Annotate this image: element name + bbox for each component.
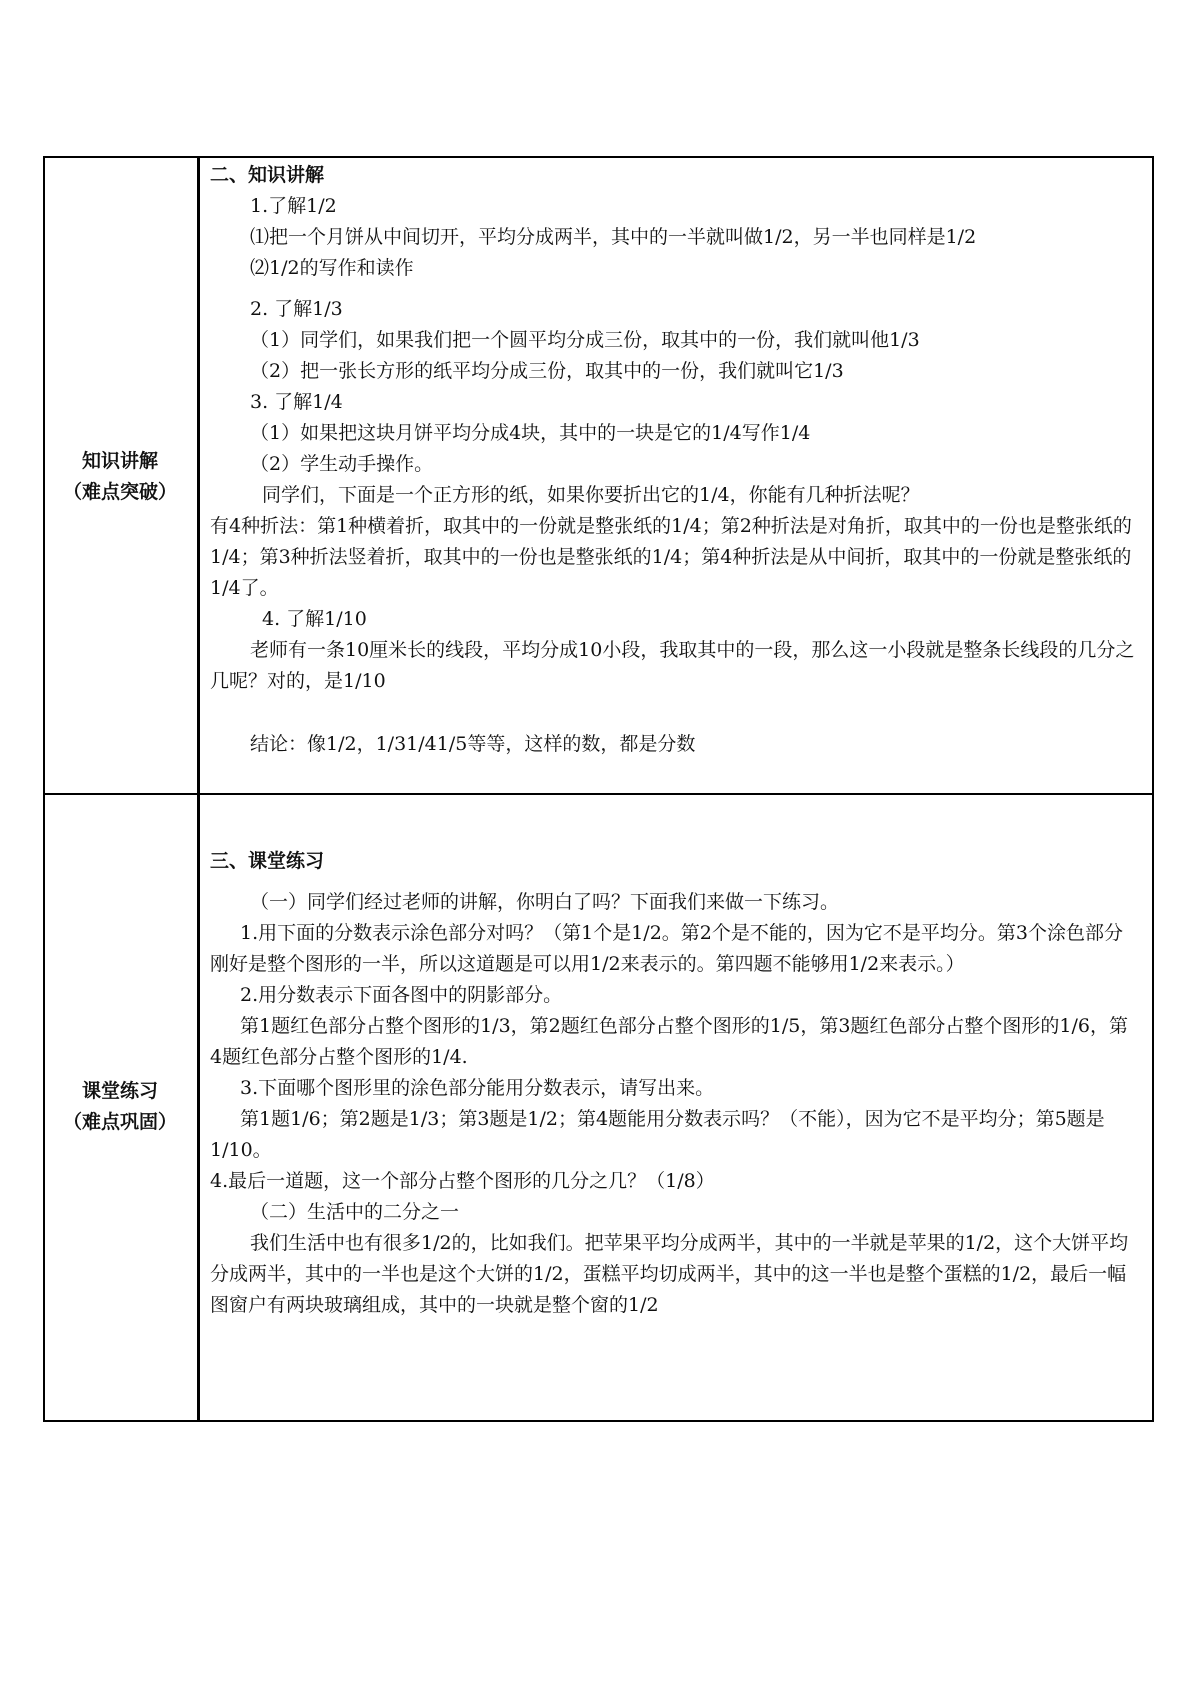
row-label-subtitle: （难点突破） <box>62 481 177 503</box>
table-border-left <box>43 156 45 1422</box>
paragraph: 同学们，下面是一个正方形的纸，如果你要折出它的1/4，你能有几种折法呢？ <box>262 484 920 506</box>
paragraph: 4.最后一道题，这一个部分占整个图形的几分之几？（1/8） <box>210 1170 715 1192</box>
row-label-subtitle: （难点巩固） <box>62 1111 177 1133</box>
lesson-table <box>43 156 1154 1422</box>
column-divider <box>197 156 200 1422</box>
paragraph: 3.下面哪个图形里的涂色部分能用分数表示，请写出来。 <box>240 1077 715 1099</box>
paragraph: 1.用下面的分数表示涂色部分对吗？（第1个是1/2。第2个是不能的，因为它不是平均分。第3个涂色部分刚好是整个图形的一半，所以这道题是可以用1/2来表示的。第四题不能够用1/2来表示。） <box>210 922 1123 975</box>
knowledge-content <box>210 160 1140 760</box>
row-divider <box>43 793 1154 795</box>
table-border-top <box>43 156 1154 158</box>
table-border-right <box>1152 156 1154 1422</box>
table-border-bottom <box>43 1420 1154 1422</box>
subsection-title: （二）生活中的二分之一 <box>250 1201 460 1223</box>
row-label-knowledge <box>43 446 197 508</box>
row-label-title: 课堂练习 <box>81 1080 158 1102</box>
practice-content <box>210 846 1140 1321</box>
paragraph: ⑴把一个月饼从中间切开，平均分成两半，其中的一半就叫做1/2，另一半也同样是1/2 <box>250 226 977 248</box>
subsection-title: 4. 了解1/10 <box>262 608 367 630</box>
subsection-title: 3. 了解1/4 <box>250 391 343 413</box>
conclusion: 结论：像1/2，1/31/41/5等等，这样的数，都是分数 <box>250 733 696 755</box>
section-heading: 三、课堂练习 <box>210 850 325 872</box>
row-label-practice <box>43 1076 197 1138</box>
subsection-title: 1.了解1/2 <box>250 195 337 217</box>
paragraph: （1）如果把这块月饼平均分成4块，其中的一块是它的1/4写作1/4 <box>250 422 811 444</box>
paragraph: 我们生活中也有很多1/2的，比如我们。把苹果平均分成两半，其中的一半就是苹果的1/2，这个大饼平均分成两半，其中的一半也是这个大饼的1/2，蛋糕平均切成两半，其中的这一半也是整个蛋糕的1/2，最后一幅图窗户有两块玻璃组成，其中的一块就是整个窗的1/2 <box>210 1232 1129 1316</box>
paragraph: ⑵1/2的写作和读作 <box>250 257 414 279</box>
paragraph: （2）把一张长方形的纸平均分成三份，取其中的一份，我们就叫它1/3 <box>250 360 844 382</box>
section-heading: 二、知识讲解 <box>210 164 325 186</box>
paragraph: （一）同学们经过老师的讲解，你明白了吗？下面我们来做一下练习。 <box>250 891 840 913</box>
row-label-title: 知识讲解 <box>81 450 158 472</box>
paragraph: 老师有一条10厘米长的线段，平均分成10小段，我取其中的一段，那么这一小段就是整条长线段的几分之几呢？对的，是1/10 <box>210 639 1135 692</box>
paragraph: 第1题红色部分占整个图形的1/3，第2题红色部分占整个图形的1/5，第3题红色部分占整个图形的1/6，第4题红色部分占整个图形的1/4. <box>210 1015 1129 1068</box>
paragraph: 第1题1/6；第2题是1/3；第3题是1/2；第4题能用分数表示吗？（不能），因为它不是平均分；第5题是1/10。 <box>210 1108 1105 1161</box>
paragraph: 2.用分数表示下面各图中的阴影部分。 <box>240 984 563 1006</box>
paragraph: （1）同学们，如果我们把一个圆平均分成三份，取其中的一份，我们就叫他1/3 <box>250 329 920 351</box>
paragraph: 有4种折法：第1种横着折，取其中的一份就是整张纸的1/4；第2种折法是对角折，取其中的一份也是整张纸的1/4；第3种折法竖着折，取其中的一份也是整张纸的1/4；第4种折法是从中间折，取其中的一份就是整张纸的1/4了。 <box>210 515 1132 599</box>
subsection-title: 2. 了解1/3 <box>250 298 343 320</box>
paragraph: （2）学生动手操作。 <box>250 453 434 475</box>
